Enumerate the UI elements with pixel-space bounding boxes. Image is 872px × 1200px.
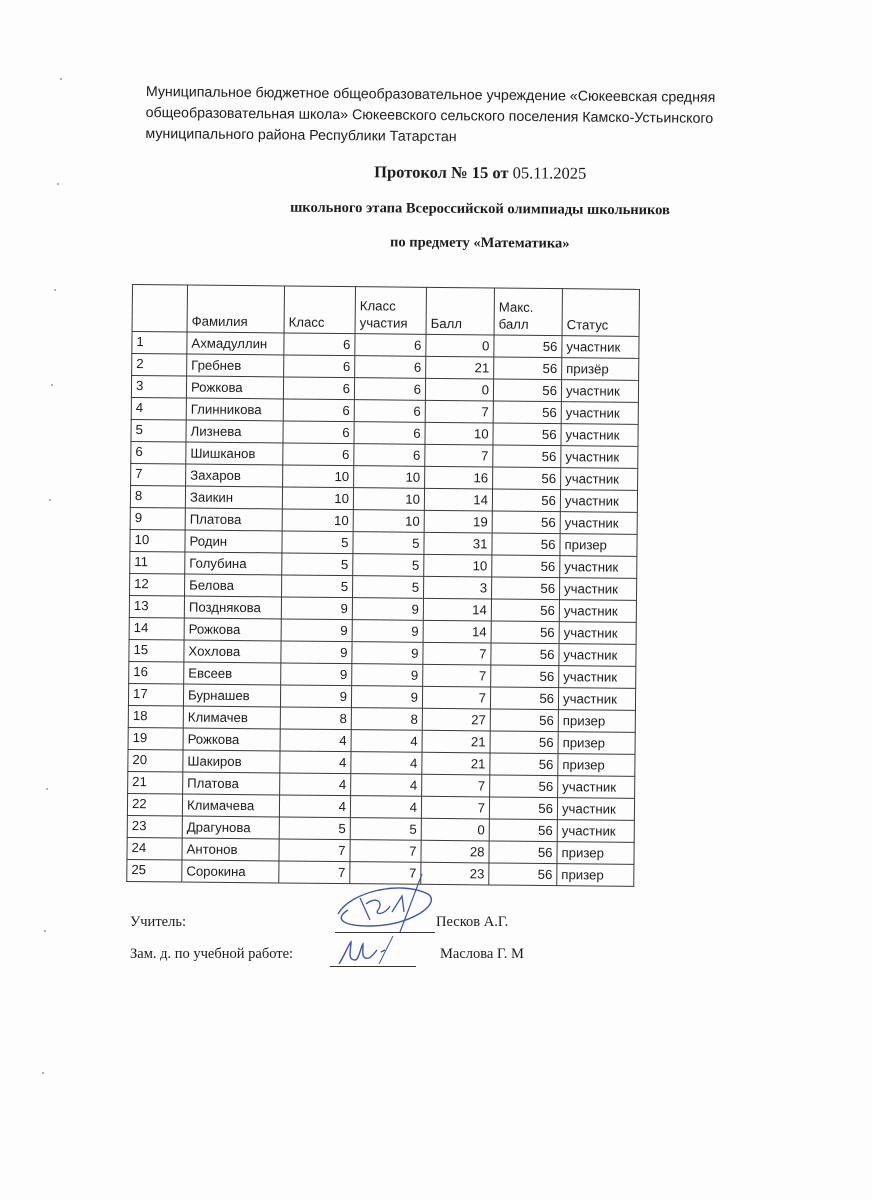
status-cell: призер [558, 732, 635, 755]
class-cell: 5 [282, 575, 353, 598]
class-cell: 7 [279, 839, 350, 862]
score-cell: 7 [425, 444, 493, 467]
score-cell: 10 [425, 422, 493, 445]
participation-class-cell: 4 [351, 774, 422, 797]
surname-cell: Рожкова [186, 376, 283, 399]
participation-class-cell: 10 [353, 510, 424, 533]
status-cell: участник [557, 820, 634, 843]
col-header-status: Статус [562, 289, 639, 337]
row-number: 22 [127, 793, 182, 816]
scan-speck [46, 788, 48, 790]
score-cell: 21 [422, 752, 490, 775]
max-score-cell: 56 [492, 489, 560, 512]
participation-class-cell: 6 [354, 378, 425, 401]
olympiad-stage: школьного этапа Всероссийской олимпиады школьников [290, 199, 670, 219]
score-cell: 7 [422, 686, 490, 709]
max-score-cell: 56 [493, 379, 561, 402]
max-score-cell: 56 [491, 621, 559, 644]
status-cell: участник [557, 798, 634, 821]
row-number: 5 [131, 419, 186, 442]
participation-class-cell: 9 [352, 598, 423, 621]
status-cell: призер [558, 710, 635, 733]
class-cell: 10 [283, 465, 354, 488]
row-number: 25 [127, 859, 182, 882]
participation-class-cell: 9 [352, 620, 423, 643]
max-score-cell: 56 [489, 841, 557, 864]
status-cell: участник [560, 512, 637, 535]
status-cell: участник [561, 424, 638, 447]
status-cell: призер [558, 754, 635, 777]
surname-cell: Рожкова [183, 728, 280, 751]
deputy-name: Маслова Г. М [440, 946, 524, 962]
surname-cell: Белова [185, 574, 282, 597]
participation-class-cell: 4 [351, 730, 422, 753]
row-number: 24 [127, 837, 182, 860]
score-cell: 14 [424, 488, 492, 511]
class-cell: 10 [282, 487, 353, 510]
score-cell: 31 [424, 532, 492, 555]
col-header-score: Балл [426, 287, 494, 335]
score-cell: 0 [425, 378, 493, 401]
participation-class-cell: 6 [354, 422, 425, 445]
class-cell: 5 [282, 553, 353, 576]
participation-class-cell: 9 [352, 642, 423, 665]
surname-cell: Бурнашев [183, 684, 280, 707]
col-header-max-score [494, 288, 562, 336]
max-score-cell: 56 [492, 533, 560, 556]
table-body [127, 332, 639, 887]
row-number: 16 [129, 661, 184, 684]
status-cell: участник [561, 446, 638, 469]
status-cell: участник [559, 600, 636, 623]
participation-class-cell: 9 [351, 686, 422, 709]
surname-cell: Родин [185, 530, 282, 553]
status-cell: участник [559, 578, 636, 601]
status-cell: участник [559, 644, 636, 667]
score-cell: 7 [423, 642, 491, 665]
max-score-cell: 56 [491, 599, 559, 622]
row-number: 4 [131, 397, 186, 420]
participation-class-cell: 10 [353, 488, 424, 511]
status-cell: призер [557, 864, 634, 887]
col-header-max-line1: Макс. [498, 299, 534, 315]
teacher-name: Песков А.Г. [436, 914, 509, 930]
results-table-wrapper [126, 284, 640, 887]
participation-class-cell: 5 [352, 576, 423, 599]
max-score-cell: 56 [491, 643, 559, 666]
protocol-title [240, 160, 720, 199]
status-cell: участник [561, 380, 638, 403]
participation-class-cell: 6 [354, 444, 425, 467]
status-cell: участник [561, 468, 638, 491]
score-cell: 7 [422, 774, 490, 797]
max-score-cell: 56 [490, 731, 558, 754]
score-cell: 3 [423, 576, 491, 599]
score-cell: 27 [422, 708, 490, 731]
score-cell: 14 [423, 598, 491, 621]
scan-speck [57, 183, 59, 185]
olympiad-subject: по предмету «Математика» [389, 234, 570, 252]
participation-class-cell: 10 [354, 466, 425, 489]
max-score-cell: 56 [490, 709, 558, 732]
max-score-cell: 56 [492, 511, 560, 534]
surname-cell: Заикин [185, 486, 282, 509]
teacher-label: Учитель: [130, 914, 186, 930]
max-score-cell: 56 [494, 335, 562, 358]
row-number: 1 [132, 332, 187, 355]
row-number: 14 [129, 617, 184, 640]
col-header-pcls-line1: Класс [359, 298, 396, 314]
participation-class-cell: 5 [353, 532, 424, 555]
score-cell: 7 [423, 664, 491, 687]
surname-cell: Климачев [183, 706, 280, 729]
surname-cell: Шишканов [186, 442, 283, 465]
score-cell: 21 [422, 730, 490, 753]
scan-speck [42, 1072, 44, 1074]
max-score-cell: 56 [492, 555, 560, 578]
row-number: 6 [131, 441, 186, 464]
score-cell: 19 [424, 510, 492, 533]
class-cell: 4 [279, 795, 350, 818]
surname-cell: Шакиров [183, 750, 280, 773]
surname-cell: Драгунова [182, 816, 279, 839]
surname-cell: Ахмадуллин [187, 332, 284, 355]
score-cell: 21 [426, 356, 494, 379]
max-score-cell: 56 [490, 753, 558, 776]
teacher-signature-icon [330, 874, 440, 944]
score-cell: 10 [424, 554, 492, 577]
row-number: 23 [127, 815, 182, 838]
row-number: 21 [128, 771, 183, 794]
deputy-label: Зам. д. по учебной работе: [130, 946, 294, 962]
max-score-cell: 56 [493, 401, 561, 424]
row-number: 17 [128, 683, 183, 706]
scan-speck [60, 78, 62, 80]
class-cell: 8 [280, 707, 351, 730]
scan-speck [49, 499, 51, 501]
participation-class-cell: 5 [350, 818, 421, 841]
score-cell: 0 [421, 818, 489, 841]
max-score-cell: 56 [491, 577, 559, 600]
participation-class-cell: 9 [352, 664, 423, 687]
score-cell: 7 [425, 400, 493, 423]
status-cell: участник [561, 402, 638, 425]
max-score-cell: 56 [493, 467, 561, 490]
surname-cell: Гребнев [187, 354, 284, 377]
class-cell: 9 [281, 619, 352, 642]
table-header-row [132, 285, 639, 337]
surname-cell: Климачева [182, 794, 279, 817]
protocol-prefix: Протокол № 15 от [374, 162, 513, 183]
status-cell: участник [559, 666, 636, 689]
col-header-class: Класс [284, 286, 355, 334]
class-cell: 9 [281, 641, 352, 664]
row-number: 12 [130, 573, 185, 596]
deputy-signature-row [130, 942, 580, 974]
class-cell: 6 [283, 377, 354, 400]
status-cell: призер [557, 842, 634, 865]
surname-cell: Антонов [182, 838, 279, 861]
status-cell: участник [558, 688, 635, 711]
max-score-cell: 56 [489, 863, 557, 886]
surname-cell: Евсеев [184, 662, 281, 685]
surname-cell: Хохлова [184, 640, 281, 663]
max-score-cell: 56 [489, 819, 557, 842]
scan-speck [54, 289, 56, 291]
surname-cell: Платова [185, 508, 282, 531]
max-score-cell: 56 [489, 797, 557, 820]
row-number: 11 [130, 551, 185, 574]
class-cell: 9 [281, 597, 352, 620]
row-number: 9 [130, 507, 185, 530]
max-score-cell: 56 [491, 665, 559, 688]
surname-cell: Голубина [185, 552, 282, 575]
score-cell: 14 [423, 620, 491, 643]
participation-class-cell: 7 [350, 862, 421, 885]
participation-class-cell: 6 [354, 400, 425, 423]
status-cell: участник [560, 490, 637, 513]
row-number: 13 [129, 595, 184, 618]
participation-class-cell: 7 [350, 840, 421, 863]
row-number: 19 [128, 727, 183, 750]
class-cell: 7 [279, 861, 350, 884]
participation-class-cell: 4 [350, 796, 421, 819]
max-score-cell: 56 [493, 423, 561, 446]
surname-cell: Захаров [186, 464, 283, 487]
surname-cell: Рожкова [184, 618, 281, 641]
signature-block [130, 910, 580, 974]
score-cell: 7 [421, 796, 489, 819]
surname-cell: Платова [183, 772, 280, 795]
participation-class-cell: 6 [355, 356, 426, 379]
class-cell: 6 [283, 399, 354, 422]
surname-cell: Позднякова [184, 596, 281, 619]
col-header-pcls-line2: участия [359, 315, 408, 331]
row-number: 15 [129, 639, 184, 662]
class-cell: 10 [282, 509, 353, 532]
results-table [126, 284, 640, 887]
status-cell: участник [558, 776, 635, 799]
status-cell: участник [562, 336, 639, 359]
participation-class-cell: 6 [355, 334, 426, 357]
class-cell: 4 [280, 773, 351, 796]
class-cell: 6 [283, 443, 354, 466]
participation-class-cell: 8 [351, 708, 422, 731]
scan-speck [51, 384, 53, 386]
row-number: 7 [131, 463, 186, 486]
class-cell: 5 [279, 817, 350, 840]
protocol-title-block [240, 160, 721, 255]
max-score-cell: 56 [490, 687, 558, 710]
class-cell: 6 [283, 421, 354, 444]
row-number: 3 [131, 376, 186, 399]
row-number: 10 [130, 529, 185, 552]
score-cell: 23 [421, 862, 489, 885]
status-cell: призёр [562, 358, 639, 381]
participation-class-cell: 5 [353, 554, 424, 577]
class-cell: 4 [280, 751, 351, 774]
status-cell: участник [560, 556, 637, 579]
participation-class-cell: 4 [351, 752, 422, 775]
row-number: 18 [128, 705, 183, 728]
status-cell: участник [559, 622, 636, 645]
col-header-surname: Фамилия [187, 285, 284, 333]
class-cell: 9 [280, 685, 351, 708]
protocol-date: 05.11.2025 [512, 163, 587, 183]
status-cell: призер [560, 534, 637, 557]
score-cell: 16 [425, 466, 493, 489]
class-cell: 6 [284, 355, 355, 378]
class-cell: 5 [282, 531, 353, 554]
max-score-cell: 56 [490, 775, 558, 798]
organization-header: Муниципальное бюджетное общеобразовательное учреждение «Сюкеевская средняя общеобразовательная школа» Сюкеевского сельского поселения Камско-Устьинского муниципального района Республики Татарстан [145, 83, 716, 146]
deputy-signature-icon [335, 936, 405, 970]
surname-cell: Сорокина [182, 860, 279, 883]
col-header-participation-class [355, 287, 426, 335]
class-cell: 9 [281, 663, 352, 686]
score-cell: 0 [426, 334, 494, 357]
surname-cell: Глинникова [186, 398, 283, 421]
col-header-max-line2: балл [498, 316, 529, 332]
row-number: 20 [128, 749, 183, 772]
class-cell: 6 [284, 333, 355, 356]
row-number: 2 [132, 354, 187, 377]
max-score-cell: 56 [493, 445, 561, 468]
col-header-num [132, 285, 187, 333]
surname-cell: Лизнева [186, 420, 283, 443]
class-cell: 4 [280, 729, 351, 752]
max-score-cell: 56 [494, 357, 562, 380]
score-cell: 28 [421, 840, 489, 863]
row-number: 8 [130, 485, 185, 508]
scan-speck [44, 930, 46, 932]
